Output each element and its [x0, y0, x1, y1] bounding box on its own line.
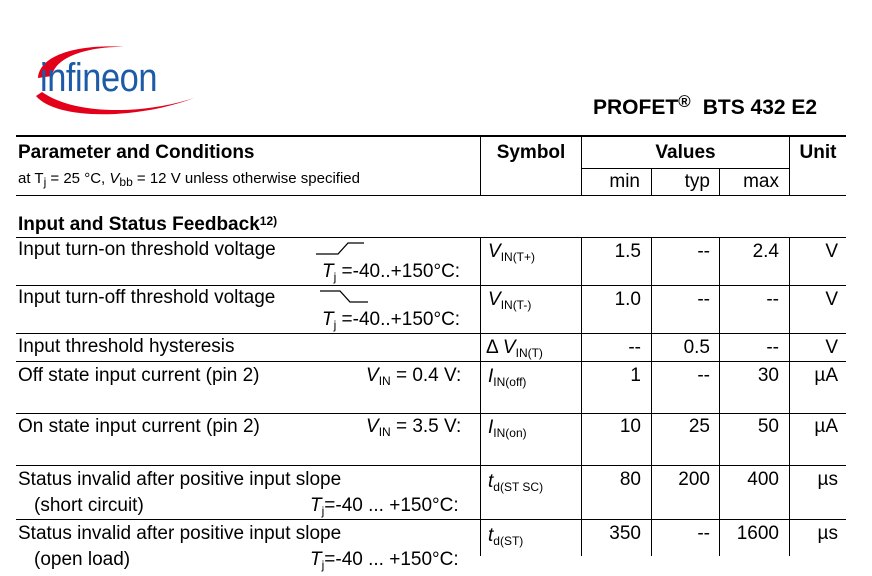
product-title: [593, 90, 817, 120]
logo-wordmark: infineon: [40, 56, 158, 100]
value-max: 400: [747, 469, 779, 490]
column-header-min: min: [609, 171, 640, 192]
column-header-max: max: [743, 171, 779, 192]
symbol-iin-off: $I_{IN(off)}$: [488, 366, 527, 389]
column-header-parameter: Parameter and Conditions: [18, 142, 255, 163]
rising-edge-icon: [314, 241, 366, 255]
value-min: 80: [619, 469, 641, 490]
footnote-ref: 12): [259, 214, 278, 228]
falling-edge-icon: [318, 289, 370, 303]
param-on-state-current: On state input current (pin 2): [18, 416, 260, 437]
value-max: 30: [757, 365, 779, 386]
value-unit: V: [825, 241, 838, 262]
column-header-values: Values: [655, 142, 716, 163]
param-off-state-current: Off state input current (pin 2): [18, 365, 260, 386]
value-unit: µA: [814, 416, 838, 437]
value-min: 1.0: [614, 289, 641, 310]
value-min: 350: [609, 523, 641, 544]
column-header-typ: typ: [684, 171, 710, 192]
value-max: 1600: [736, 523, 779, 544]
value-typ: --: [697, 365, 710, 386]
registered-mark: ®: [678, 92, 691, 111]
value-unit: V: [825, 337, 838, 358]
cond-tj-range: $T_j =-40..+150^\circ C$:: [322, 261, 461, 284]
value-typ: 25: [688, 416, 710, 437]
value-unit: µs: [817, 523, 838, 544]
infineon-logo: [16, 38, 201, 122]
section-title: Input and Status Feedback$^{12)}$: [18, 214, 278, 235]
cond-vin-04: $V_{IN} = 0.4$ V:: [366, 365, 462, 388]
symbol-iin-on: $I_{IN(on)}$: [488, 417, 527, 440]
value-unit: V: [825, 289, 838, 310]
symbol-td-st-sc: $t_{d(ST SC)}$: [488, 471, 544, 494]
test-conditions-note: at $T_j = 25$ °C, $V_{bb} = 12$ V unless otherwise specified: [18, 170, 360, 189]
symbol-vin-t-plus: $V_{IN(T+)}$: [488, 241, 536, 264]
value-typ: --: [697, 241, 710, 262]
value-typ: --: [697, 289, 710, 310]
param-status-invalid-sc: Status invalid after positive input slope: [18, 469, 342, 490]
param-status-invalid-sc-note: (short circuit): [34, 495, 144, 516]
part-number: BTS 432 E2: [702, 96, 818, 119]
value-min: 1.5: [614, 241, 641, 262]
cond-tj-range: $T_j =-40..+150^\circ C$:: [322, 309, 461, 332]
cond-tj-range: $T_j=-40$ ... +150°C:: [310, 549, 459, 572]
value-min: 1: [630, 365, 641, 386]
value-min: --: [628, 337, 641, 358]
symbol-delta-vin: Δ $V_{IN(T)}$: [486, 337, 543, 360]
symbol-td-st: $t_{d(ST)}$: [488, 525, 524, 548]
param-turn-on-threshold: Input turn-on threshold voltage: [18, 239, 276, 260]
param-hysteresis: Input threshold hysteresis: [18, 336, 235, 357]
param-status-invalid-ol-note: (open load): [34, 549, 131, 570]
symbol-vin-t-minus: $V_{IN(T-)}$: [488, 289, 532, 312]
value-max: --: [766, 289, 779, 310]
value-min: 10: [619, 416, 641, 437]
cond-tj-range: $T_j=-40$ ... +150°C:: [310, 495, 459, 518]
product-name: PROFET: [593, 96, 679, 119]
value-unit: µA: [814, 365, 838, 386]
column-header-symbol: Symbol: [496, 142, 566, 163]
param-status-invalid-ol: Status invalid after positive input slope: [18, 523, 342, 544]
value-max: --: [766, 337, 779, 358]
column-header-unit: Unit: [799, 142, 837, 163]
cond-vin-35: $V_{IN} = 3.5$ V:: [366, 416, 462, 439]
value-max: 50: [757, 416, 779, 437]
value-typ: --: [697, 523, 710, 544]
value-typ: 0.5: [683, 337, 710, 358]
param-turn-off-threshold: Input turn-off threshold voltage: [18, 287, 276, 308]
value-max: 2.4: [752, 241, 779, 262]
value-unit: µs: [817, 469, 838, 490]
value-typ: 200: [678, 469, 710, 490]
